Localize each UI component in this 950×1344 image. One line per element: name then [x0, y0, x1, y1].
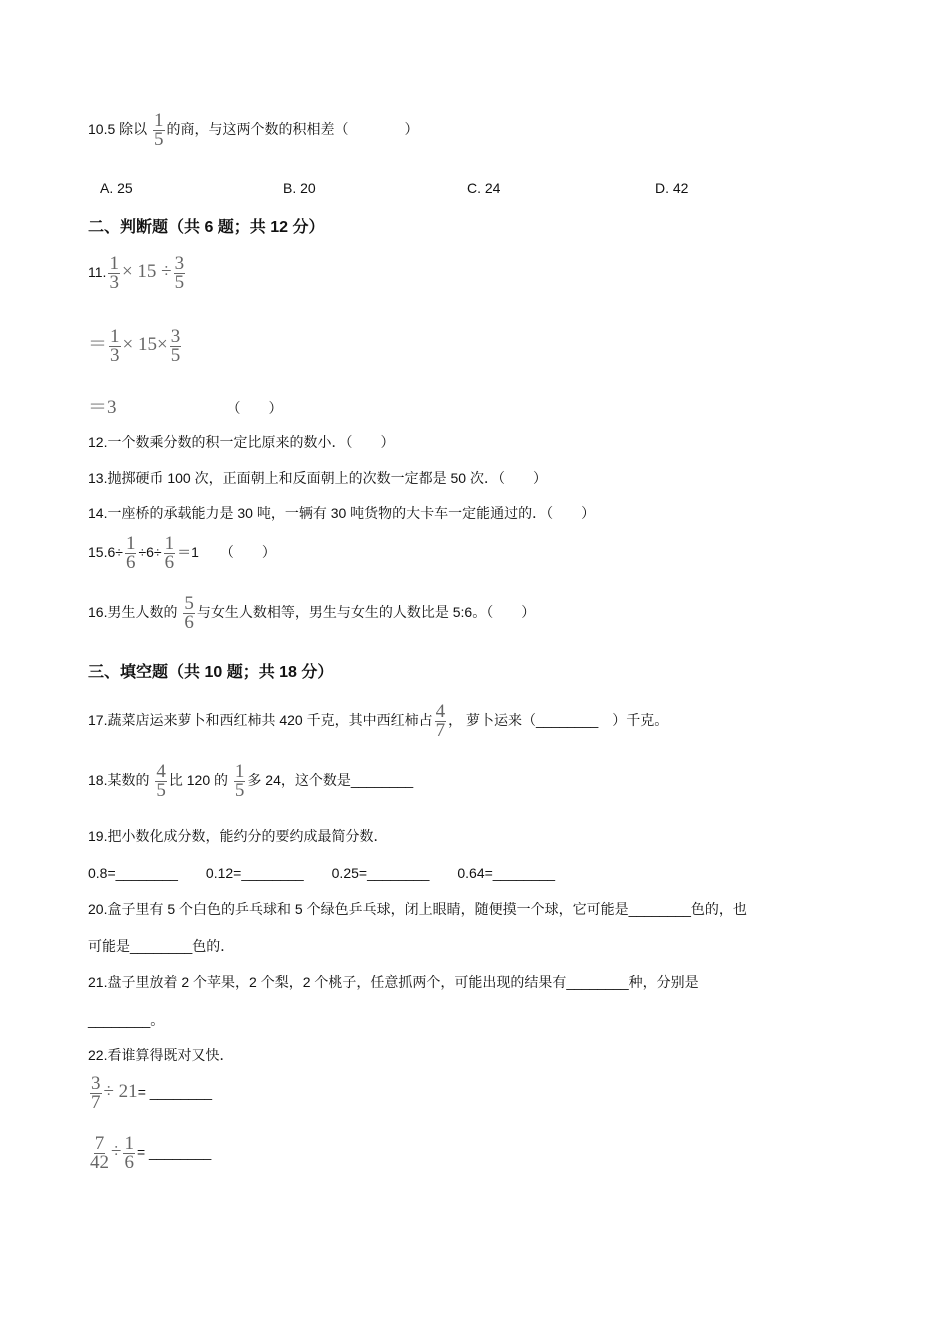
question-14: 14.一座桥的承载能力是 30 吨，一辆有 30 吨货物的大卡车一定能通过的．（ ）: [88, 505, 596, 521]
question-17: [88, 703, 668, 740]
question-22-b: [88, 1135, 211, 1172]
fraction: [234, 763, 246, 800]
answer-blank: （ ）: [226, 400, 283, 416]
fraction: [435, 703, 447, 740]
denominator: 3: [109, 272, 119, 293]
fraction: [123, 1135, 135, 1172]
question-22: 22.看谁算得既对又快．: [88, 1047, 234, 1063]
question-13: 13.抛掷硬币 100 次，正面朝上和反面朝上的次数一定都是 50 次．（ ）: [88, 470, 547, 486]
fraction: [109, 328, 121, 365]
question-18: [88, 763, 413, 800]
denominator: 42: [90, 1152, 109, 1173]
question-12: 12.一个数乘分数的积一定比原来的数小．（ ）: [88, 434, 395, 450]
numerator: 1: [234, 761, 245, 782]
fraction: [90, 1075, 102, 1112]
numerator: 4: [156, 761, 166, 782]
denominator: 5: [170, 345, 181, 366]
fraction: [174, 255, 186, 292]
question-20: 20.盒子里有 5 个白色的乒乓球和 5 个绿色乒乓球，闭上眼睛，随便摸一个球，它可能是________色的，也: [88, 901, 747, 917]
question-10: [88, 112, 419, 149]
denominator: 5: [174, 272, 185, 293]
numerator: 3: [174, 253, 185, 274]
text: ÷6÷: [138, 544, 162, 561]
numerator: 1: [124, 1133, 134, 1154]
fraction: [183, 595, 195, 632]
numerator: 1: [125, 533, 136, 554]
text: 与女生人数相等，男生与女生的人数比是 5:6。（ ）: [196, 604, 536, 621]
denominator: 7: [435, 720, 446, 741]
fraction: [170, 328, 182, 365]
denominator: 5: [154, 129, 164, 150]
math: ＝: [88, 334, 108, 356]
fraction: [164, 535, 176, 572]
option-d: D. 42: [655, 180, 689, 196]
question-21-cont: ________。: [88, 1012, 165, 1028]
question-15: [88, 535, 276, 572]
answer-blank: = ________: [137, 1084, 213, 1101]
denominator: 5: [234, 780, 245, 801]
option-b: B. 20: [283, 180, 316, 196]
section-heading: 二、判断题（共 6 题；共 12 分）: [88, 219, 325, 236]
math: × 15×: [122, 334, 168, 356]
denominator: 6: [124, 1152, 134, 1173]
denominator: 5: [156, 780, 166, 801]
fraction: [125, 535, 137, 572]
denominator: 6: [125, 552, 136, 573]
numerator: 5: [184, 593, 194, 614]
numerator: 7: [94, 1133, 105, 1154]
question-20-cont: 可能是________色的．: [88, 938, 235, 954]
math: × 15 ÷: [121, 261, 172, 283]
question-11: [88, 255, 187, 292]
text: 的商，与这两个数的积相差（ ）: [166, 121, 419, 138]
question-19-blanks: 0.8=________ 0.12=________ 0.25=________ 0.64=________: [88, 865, 556, 881]
math: ＝3: [88, 397, 117, 418]
denominator: 6: [184, 612, 194, 633]
denominator: 3: [110, 345, 120, 366]
numerator: 4: [435, 701, 446, 722]
text: 16.男生人数的: [88, 604, 178, 621]
numerator: 3: [91, 1073, 101, 1094]
text: 多 24，这个数是________: [247, 772, 414, 789]
text: 15.6÷: [88, 544, 123, 561]
text: 18.某数的: [88, 772, 150, 789]
denominator: 7: [91, 1092, 101, 1113]
fraction: [108, 255, 120, 292]
fraction: [155, 763, 167, 800]
question-11-result: [88, 392, 283, 419]
answer-blank: = ________: [136, 1144, 212, 1161]
text: 10.5 除以: [88, 121, 148, 138]
numerator: 1: [109, 253, 119, 274]
numerator: 3: [170, 326, 181, 347]
denominator: 6: [164, 552, 175, 573]
text: ， 萝卜运来（________ ）千克。: [448, 712, 669, 729]
fraction: [153, 112, 165, 149]
question-16: [88, 595, 535, 632]
question-22-a: [88, 1075, 212, 1112]
text: 比 120 的: [168, 772, 228, 789]
numerator: 1: [110, 326, 120, 347]
math: ÷ 21: [103, 1081, 138, 1103]
text: ＝1 （ ）: [177, 544, 276, 561]
section-heading: 三、填空题（共 10 题；共 18 分）: [88, 664, 334, 681]
question-21: 21.盘子里放着 2 个苹果，2 个梨，2 个桃子，任意抓两个，可能出现的结果有________种，分别是: [88, 974, 699, 990]
text: 11.: [88, 264, 107, 281]
numerator: 1: [154, 110, 164, 131]
math: ÷: [111, 1141, 122, 1163]
numerator: 1: [164, 533, 175, 554]
question-19: 19.把小数化成分数，能约分的要约成最简分数．: [88, 828, 388, 844]
question-11-step: [88, 328, 183, 365]
option-c: C. 24: [467, 180, 501, 196]
fraction: [90, 1135, 109, 1172]
option-a: A. 25: [100, 180, 133, 196]
text: 17.蔬菜店运来萝卜和西红柿共 420 千克，其中西红柿占: [88, 712, 433, 729]
